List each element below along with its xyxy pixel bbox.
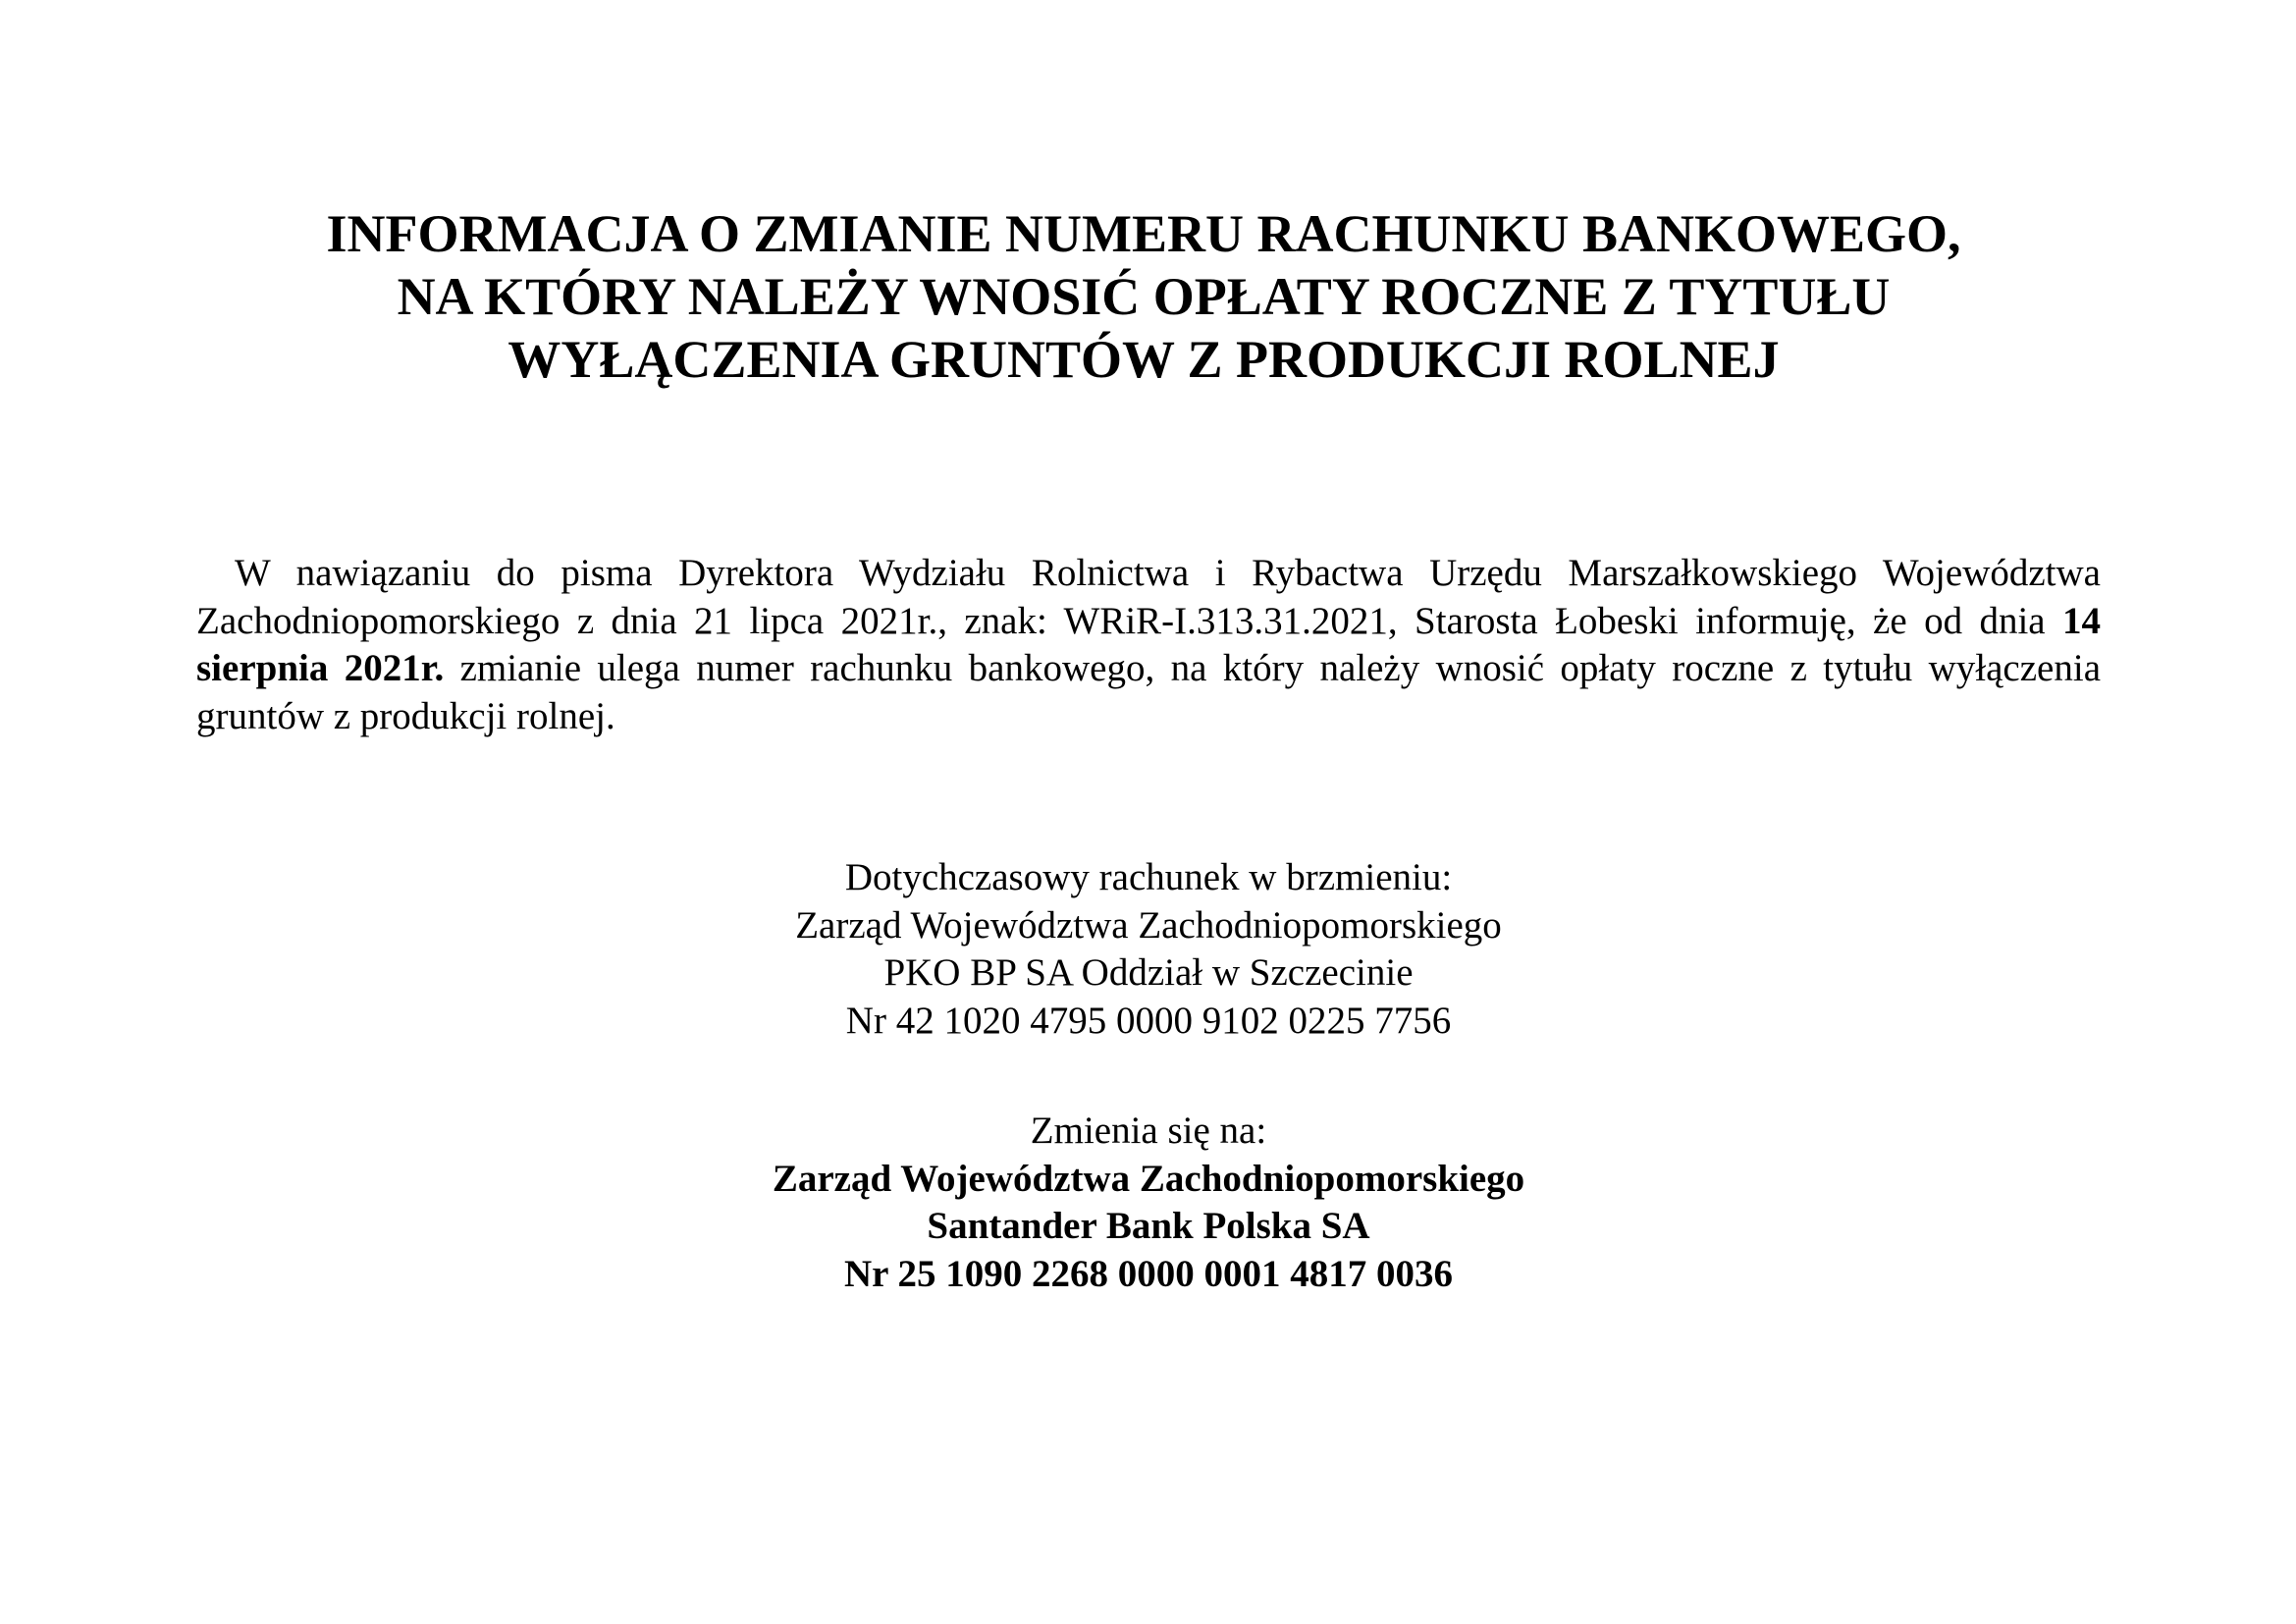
document-title <box>147 202 2140 391</box>
new-account-number: Nr 25 1090 2268 0000 0001 4817 0036 <box>843 1252 1454 1295</box>
new-account-owner: Zarząd Województwa Zachodniopomorskiego <box>772 1157 1525 1200</box>
new-account-block <box>393 1108 1904 1298</box>
new-account-bank: Santander Bank Polska SA <box>927 1205 1370 1247</box>
title-line-3: WYŁĄCZENIA GRUNTÓW Z PRODUKCJI ROLNEJ <box>507 330 1780 389</box>
title-line-2: NA KTÓRY NALEŻY WNOSIĆ OPŁATY ROCZNE Z TYTUŁU <box>397 267 1891 326</box>
body-text-part-2: zmianie ulega numer rachunku bankowego, na który należy wnosić opłaty roczne z tytułu wyłączenia gruntów z produkcji rolnej. <box>196 647 2102 737</box>
old-account-bank: PKO BP SA Oddział w Szczecinie <box>883 951 1414 994</box>
old-account-number: Nr 42 1020 4795 0000 9102 0225 7756 <box>845 999 1452 1042</box>
title-line-1: INFORMACJA O ZMIANIE NUMERU RACHUNKU BANKOWEGO, <box>326 204 1961 263</box>
old-account-heading: Dotychczasowy rachunek w brzmieniu: <box>844 856 1453 898</box>
effective-date: 14 sierpnia 2021r. <box>196 599 2101 689</box>
new-account-heading: Zmienia się na: <box>1030 1110 1267 1152</box>
old-account-block <box>393 854 1904 1045</box>
old-account-owner: Zarząd Województwa Zachodniopomorskiego <box>795 903 1502 947</box>
body-paragraph <box>196 550 2101 740</box>
body-text-part-1: W nawiązaniu do pisma Dyrektora Wydziału Rolnictwa i Rybactwa Urzędu Marszałkowskiego Województwa Zachodniopomorskiego z dnia 21 lipca 2021r., znak: WRiR-I.313.31.2021, Starosta Łobeski informuję, że od dnia <box>196 552 2101 642</box>
